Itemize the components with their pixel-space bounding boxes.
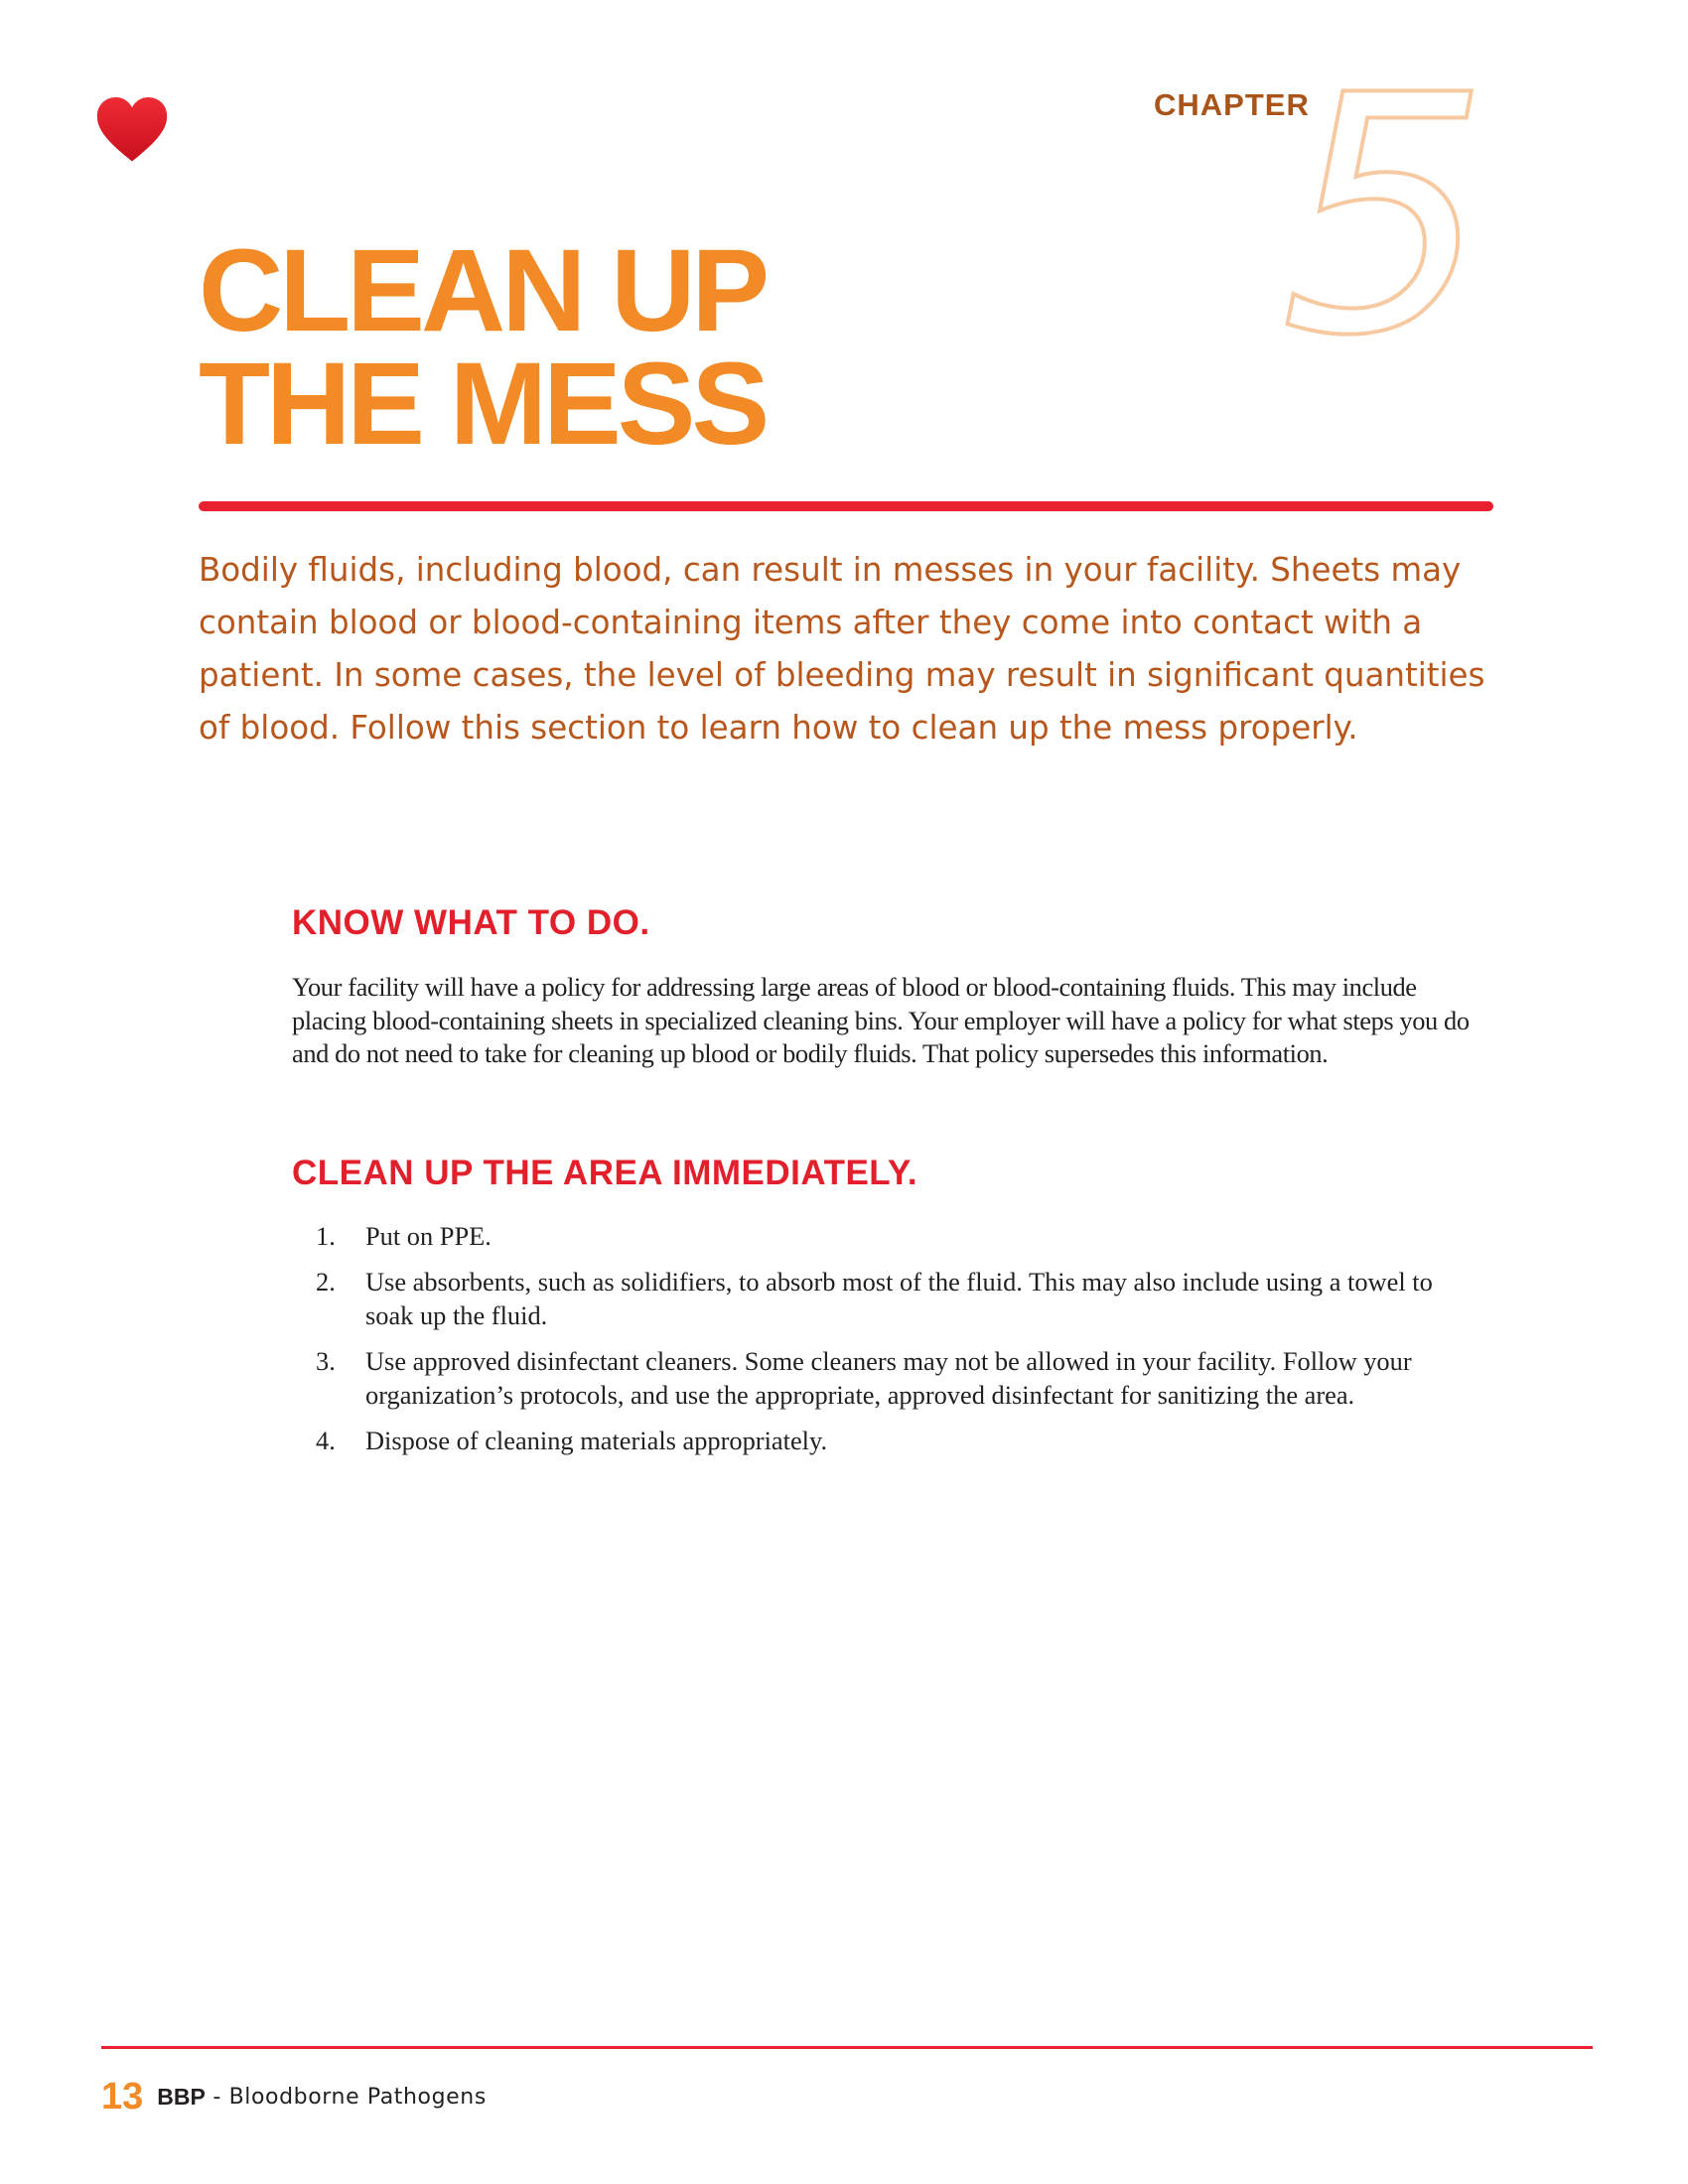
page-title-line-2: THE MESS	[199, 339, 767, 470]
list-item	[292, 1265, 1483, 1332]
step-number: 1.	[316, 1221, 336, 1251]
list-item	[292, 1219, 1483, 1253]
cleanup-steps-list	[292, 1219, 1483, 1469]
intro-paragraph: Bodily fluids, including blood, can result in messes in your facility. Sheets may contain blood or blood-containing items after they come into contact with a patient. In some cases, the level of bleeding may result in significant quantities of blood. Follow this section to learn how to clean up the mess properly.	[199, 551, 1485, 747]
footer-document-name: Bloodborne Pathogens	[228, 2085, 487, 2110]
step-number: 4.	[316, 1426, 336, 1455]
footer-abbreviation: BBP	[157, 2084, 206, 2110]
page-title	[199, 225, 767, 470]
heart-icon	[95, 97, 169, 163]
page-title-line-1: CLEAN UP	[199, 225, 767, 356]
list-item	[292, 1424, 1483, 1457]
step-text: Use approved disinfectant cleaners. Some cleaners may not be allowed in your facility. Follow your organization’s protocols, and use the appropriate, approved disinfectant for sanitizing the area.	[365, 1346, 1412, 1410]
page-number: 13	[101, 2076, 144, 2117]
footer-separator: -	[205, 2085, 229, 2110]
svg-text:5: 5	[1281, 40, 1489, 357]
section-heading-clean-up-area: CLEAN UP THE AREA IMMEDIATELY.	[292, 1154, 918, 1192]
list-item	[292, 1344, 1483, 1412]
step-text: Put on PPE.	[365, 1221, 492, 1251]
chapter-number	[1273, 40, 1521, 357]
section-body-know-what-to-do: Your facility will have a policy for addressing large areas of blood or blood-containing fluids. This may include placing blood-containing sheets in specialized cleaning bins. Your employer will have a policy for what steps you do and do not need to take for cleaning up blood or bodily fluids. That policy supersedes this information.	[292, 972, 1470, 1068]
step-text: Dispose of cleaning materials appropriately.	[365, 1426, 828, 1455]
step-number: 3.	[316, 1346, 336, 1376]
section-heading-know-what-to-do: KNOW WHAT TO DO.	[292, 903, 650, 942]
chapter-label: CHAPTER	[1154, 87, 1310, 122]
step-text: Use absorbents, such as solidifiers, to absorb most of the fluid. This may also include using a towel to soak up the fluid.	[365, 1267, 1433, 1330]
footer-divider	[101, 2046, 1593, 2049]
page-footer	[101, 2076, 487, 2118]
title-divider	[199, 501, 1493, 511]
step-number: 2.	[316, 1267, 336, 1297]
